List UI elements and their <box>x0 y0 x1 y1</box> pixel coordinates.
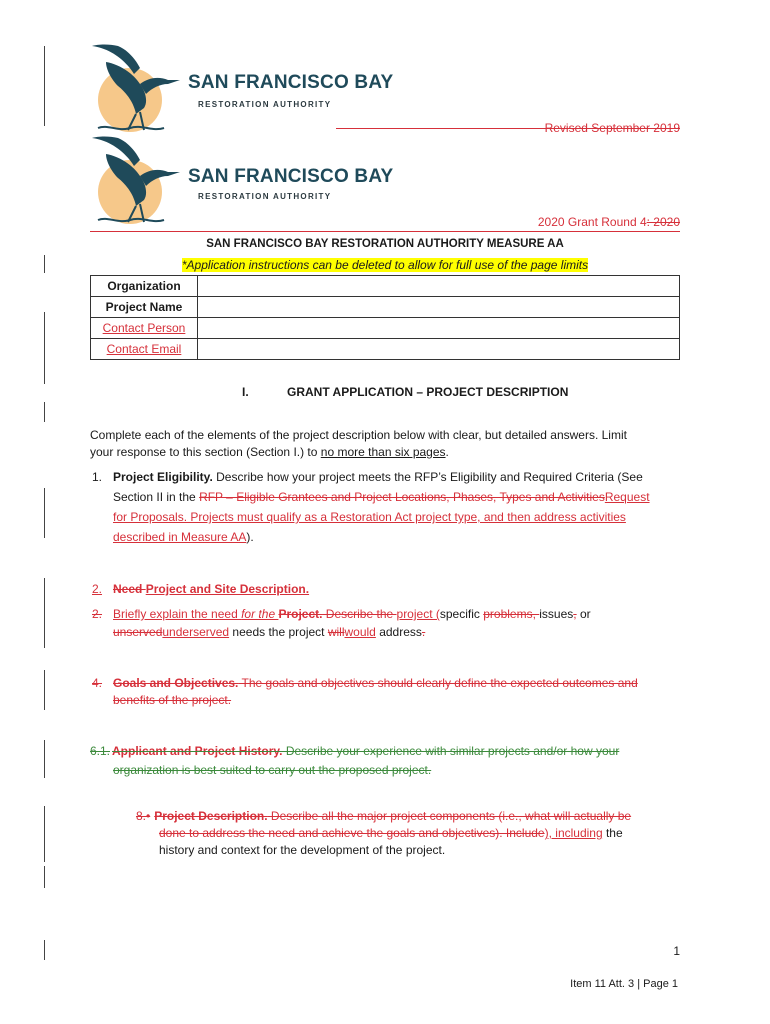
item-1-line-3: for Proposals. Projects must qualify as a Restoration Act project type, and then address activities <box>113 510 626 524</box>
item-3-text: issues <box>539 607 574 621</box>
project-name-label: Project Name <box>91 297 198 318</box>
project-name-field[interactable] <box>198 297 680 318</box>
intro-period: . <box>445 445 449 459</box>
document-heading: SAN FRANCISCO BAY RESTORATION AUTHORITY MEASURE AA <box>206 238 564 250</box>
project-info-table <box>90 275 680 360</box>
instructions-note-wrap <box>0 255 770 275</box>
section-number: I. <box>242 385 249 399</box>
page-number: 1 <box>673 944 680 958</box>
item-5-number: 6.1. <box>90 744 111 758</box>
item-4-title: Goals and Objectives. <box>113 676 239 690</box>
contact-person-field[interactable] <box>198 318 680 339</box>
change-bar <box>44 578 45 648</box>
item-6-text: the <box>602 826 623 840</box>
contact-email-field[interactable] <box>198 339 680 360</box>
table-row <box>91 297 680 318</box>
item-3-deleted: , <box>573 607 577 621</box>
item-1-line-4 <box>113 527 254 547</box>
intro-line-2 <box>90 442 449 462</box>
item-1-inserted: Request <box>604 490 650 504</box>
header-rule <box>90 231 680 232</box>
item-5-line-2: organization is best suited to carry out the proposed project. <box>113 763 432 777</box>
heron-logo-icon <box>88 44 188 136</box>
change-bar <box>44 488 45 538</box>
item-1-text: Section II in the <box>113 490 200 504</box>
item-6-text: Describe all the major project components (i.e., what will actually be <box>267 809 632 823</box>
item-2-line <box>113 579 309 599</box>
organization-label: Organization <box>91 276 198 297</box>
item-3-inserted: project ( <box>396 607 440 621</box>
logo-subtitle: RESTORATION AUTHORITY <box>198 100 332 109</box>
contact-person-label: Contact Person <box>91 318 198 339</box>
item-6-line-3: history and context for the development of the project. <box>159 843 446 857</box>
table-row <box>91 318 680 339</box>
item-3-deleted: . <box>421 625 426 639</box>
item-3-number: 2. <box>92 607 103 621</box>
item-4-number: 4. <box>92 676 103 690</box>
item-6-title: Project Description. <box>154 809 268 823</box>
item-1-line-1 <box>113 467 643 487</box>
intro-line-1: Complete each of the elements of the project description below with clear, but detailed answers. Limit <box>90 428 627 442</box>
item-1-inserted: described in Measure AA <box>113 530 247 544</box>
attachment-footer: Item 11 Att. 3 | Page 1 <box>570 978 678 990</box>
item-3-deleted: unserved <box>113 625 163 639</box>
organization-logo <box>88 136 394 226</box>
item-1-line-2 <box>113 487 650 507</box>
item-3-deleted: will <box>327 625 345 639</box>
item-3-inserted: Briefly explain the need <box>113 607 242 621</box>
change-bar <box>44 866 45 888</box>
change-bar <box>44 740 45 778</box>
item-5-line-1 <box>90 741 619 761</box>
item-3-text: address <box>375 625 422 639</box>
item-4-text: The goals and objectives should clearly define the expected outcomes and <box>238 676 638 690</box>
item-3-deleted: Describe the <box>322 607 397 621</box>
item-5-text: Describe your experience with similar projects and/or how your <box>282 744 620 758</box>
section-title: GRANT APPLICATION – PROJECT DESCRIPTION <box>287 385 569 399</box>
change-bar <box>44 312 45 384</box>
item-1-text: ). <box>246 530 254 544</box>
item-4-line-2: benefits of the project. <box>113 693 232 707</box>
grant-round <box>538 212 680 232</box>
instructions-note: *Application instructions can be deleted to allow for full use of the page limits <box>181 258 589 272</box>
item-1-deleted: RFP – Eligible Grantees and Project Locations, Phases, Types and Activities <box>199 490 605 504</box>
item-6-number: 8.• <box>136 809 151 823</box>
item-3-line-1 <box>113 604 591 624</box>
item-3-line-2 <box>113 622 425 642</box>
heron-logo-icon <box>88 136 188 228</box>
item-3-text: needs the project <box>229 625 328 639</box>
item-6-deleted: done to address the need and achieve the goals and objectives). Include <box>159 826 545 840</box>
table-row <box>91 276 680 297</box>
change-bar <box>44 402 45 422</box>
change-bar <box>44 940 45 960</box>
item-3-text: or <box>576 607 591 621</box>
logo-title: SAN FRANCISCO BAY <box>188 166 394 187</box>
contact-email-label: Contact Email <box>91 339 198 360</box>
item-6-inserted: ), including <box>544 826 603 840</box>
item-3-inserted: underserved <box>162 625 230 639</box>
item-3-text: specific <box>439 607 484 621</box>
item-1-title: Project Eligibility. <box>113 470 213 484</box>
table-row <box>91 339 680 360</box>
grant-round-deleted: : 2020 <box>646 215 680 229</box>
organization-field[interactable] <box>198 276 680 297</box>
item-3-inserted: would <box>344 625 376 639</box>
item-5-title: Applicant and Project History. <box>112 744 283 758</box>
logo-title: SAN FRANCISCO BAY <box>188 72 394 93</box>
organization-logo <box>88 44 394 134</box>
logo-subtitle: RESTORATION AUTHORITY <box>198 192 332 201</box>
revised-date: Revised September 2019 <box>544 121 680 135</box>
item-1-number: 1. <box>92 470 103 484</box>
change-bar <box>44 806 45 862</box>
item-2-number: 2. <box>92 582 103 596</box>
item-2-deleted: Need <box>113 582 146 596</box>
intro-text: your response to this section (Section I.) to <box>90 445 321 459</box>
change-bar <box>44 46 45 126</box>
item-3-inserted: for the <box>241 607 279 621</box>
item-1-text: Describe how your project meets the RFP’s Eligibility and Required Criteria (See <box>212 470 643 484</box>
item-2-title: Project and Site Description. <box>145 582 310 596</box>
change-bar <box>44 670 45 710</box>
item-3-deleted: problems, <box>483 607 540 621</box>
page-limit: no more than six pages <box>320 445 446 459</box>
item-3-deleted: Project. <box>278 607 323 621</box>
grant-round-text: 2020 Grant Round 4 <box>537 215 647 229</box>
